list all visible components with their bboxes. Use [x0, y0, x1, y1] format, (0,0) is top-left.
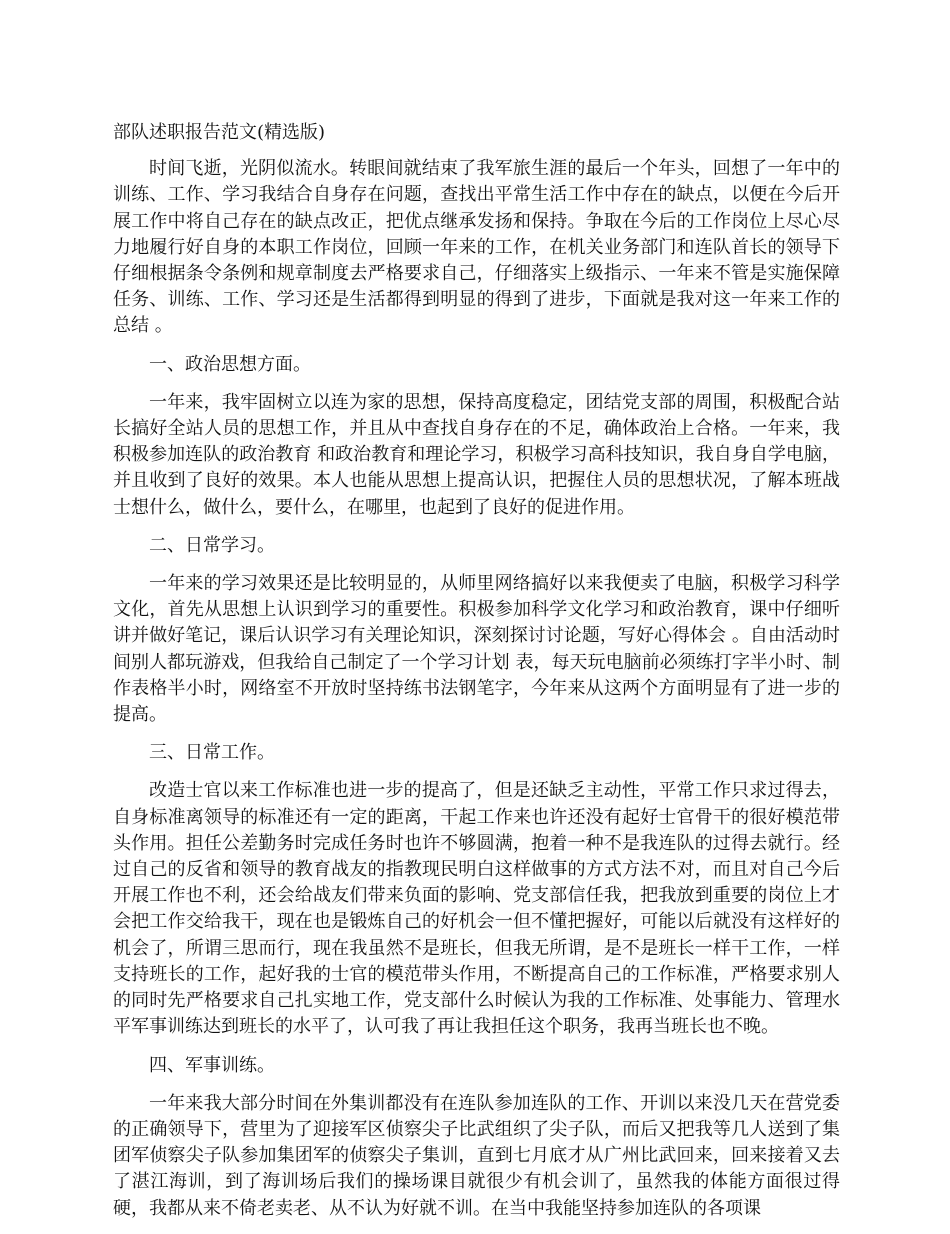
section-body-study: 一年来的学习效果还是比较明显的，从师里网络搞好以来我便卖了电脑，积极学习科学文化，首先从思想上认识到学习的重要性。积极参加科学文化学习和政治教育，课中仔细听讲并做好笔记，课后认识学习有关理论知识，深刻探讨讨论题，写好心得体会 。自由活动时间别人都玩游戏，但我给自己制定了一个学习计划 表，每天玩电脑前必须练打字半小时、制作表格半小时，网络室不开放时坚持练书法钢笔字，今年来从这两个方面明显有了进一步的提高。: [113, 573, 840, 726]
section-heading-politics: 一、政治思想方面。: [149, 353, 311, 375]
section-heading-training: 四、军事训练。: [149, 1054, 275, 1076]
intro-paragraph: 时间飞逝，光阴似流水。转眼间就结束了我军旅生涯的最后一个年头，回想了一年中的训练、工作、学习我结合自身存在问题，查找出平常生活工作中存在的缺点，以便在今后开展工作中将自己存在的缺点改正，把优点继承发扬和保持。争取在今后的工作岗位上尽心尽力地履行好自身的本职工作岗位，回顾一年来的工作，在机关业务部门和连队首长的领导下仔细根据条令条例和规章制度去严格要求自己，仔细落实上级指示、一年来不管是实施保障任务、训练、工作、学习还是生活都得到明显的得到了进步，下面就是我对这一年来工作的总结 。: [113, 158, 840, 337]
section-body-training: 一年来我大部分时间在外集训都没有在连队参加连队的工作、开训以来没几天在营党委的正确领导下，营里为了迎接军区侦察尖子比武组织了尖子队，而后又把我等几人送到了集团军侦察尖子队参加集团军的侦察尖子集训，直到七月底才从广州比武回来，回来接着又去了湛江海训，到了海训场后我们的操场课目就很少有机会训了，虽然我的体能方面很过得硬，我都从来不倚老卖老、从不认为好就不训。在当中我能坚持参加连队的各项课: [113, 1092, 840, 1219]
section-body-politics: 一年来，我牢固树立以连为家的思想，保持高度稳定，团结党支部的周围，积极配合站长搞好全站人员的思想工作，并且从中查找自身存在的不足，确体政治上合格。一年来，我积极参加连队的政治教育 和政治教育和理论学习，积极学习高科技知识，我自身自学电脑，并且收到了良好的效果。本人也能从思想上提高认识，把握住人员的思想状况，了解本班战士想什么，做什么，要什么，在哪里，也起到了良好的促进作用。: [113, 391, 840, 518]
document-title: 部队述职报告范文(精选版): [113, 122, 326, 143]
section-body-work: 改造士官以来工作标准也进一步的提高了，但是还缺乏主动性，平常工作只求过得去，自身标准离领导的标准还有一定的距离，干起工作来也许还没有起好士官骨干的很好模范带头作用。担任公差勤务时完成任务时也许不够圆满，抱着一种不是我连队的过得去就行。经过自己的反省和领导的教育战友的指教现民明白这样做事的方式方法不对，而且对自己今后开展工作也不利，还会给战友们带来负面的影响、党支部信任我，把我放到重要的岗位上才会把工作交给我干，现在也是锻炼自己的好机会一但不懂把握好，可能以后就没有这样好的机会了，所谓三思而行，现在我虽然不是班长，但我无所谓，是不是班长一样干工作，一样支持班长的工作，起好我的士官的模范带头作用，不断提高自己的工作标准，严格要求别人的同时先严格要求自己扎实地工作，党支部什么时候认为我的工作标准、处事能力、管理水平军事训练达到班长的水平了，认可我了再让我担任这个职务，我再当班长也不晚。: [113, 780, 840, 1038]
section-heading-study: 二、日常学习。: [149, 534, 275, 556]
document-page: [113, 120, 840, 1234]
section-heading-work: 三、日常工作。: [149, 742, 275, 764]
